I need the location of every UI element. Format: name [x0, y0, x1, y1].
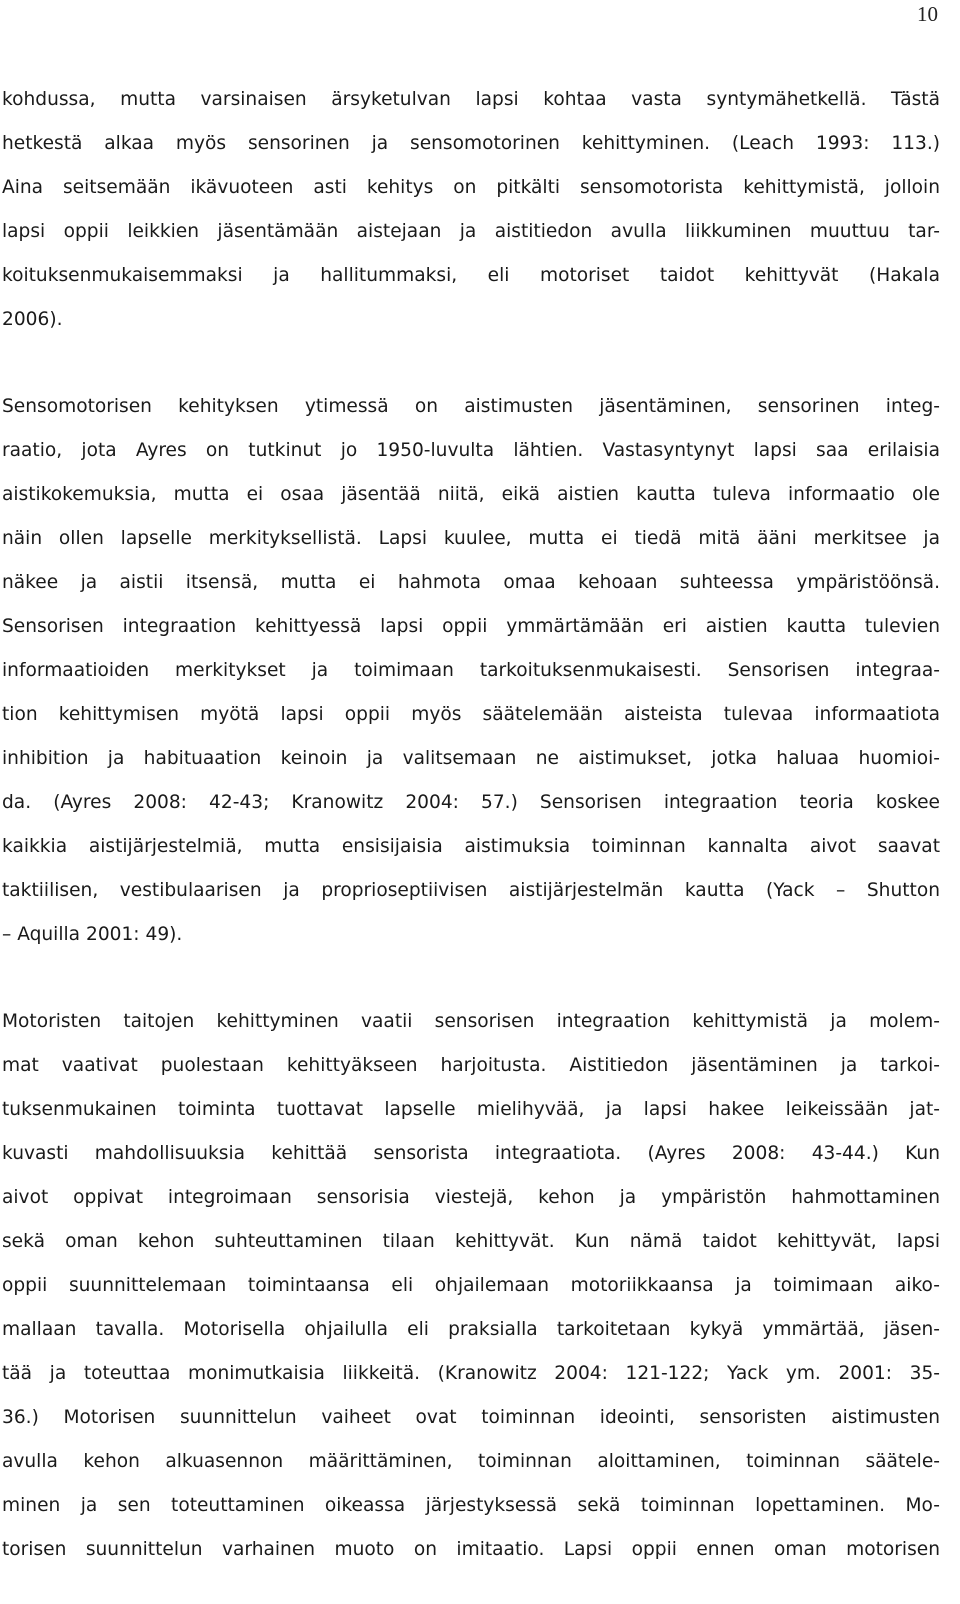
text-line: tion kehittymisen myötä lapsi oppii myös säätelemään aisteista tulevaa informaatiota	[2, 704, 940, 725]
text-line: informaatioiden merkitykset ja toimimaan tarkoituksenmukaisesti. Sensorisen integraa-	[2, 660, 940, 681]
text-line: kuvasti mahdollisuuksia kehittää sensorista integraatiota. (Ayres 2008: 43-44.) Kun	[2, 1143, 940, 1164]
text-line: sekä oman kehon suhteuttaminen tilaan kehittyvät. Kun nämä taidot kehittyvät, lapsi	[2, 1231, 940, 1252]
text-line: oppii suunnittelemaan toimintaansa eli ohjailemaan motoriikkaansa ja toimimaan aiko-	[2, 1275, 940, 1296]
document-body	[2, 78, 940, 1572]
text-line: Aina seitsemään ikävuoteen asti kehitys on pitkälti sensomotorista kehittymistä, jolloin	[2, 177, 940, 198]
text-line: da. (Ayres 2008: 42-43; Kranowitz 2004: 57.) Sensorisen integraation teoria koskee	[2, 792, 940, 813]
paragraph-1	[2, 78, 940, 342]
page-number: 10	[917, 2, 938, 26]
text-line: kaikkia aistijärjestelmiä, mutta ensisijaisia aistimuksia toiminnan kannalta aivot saavat	[2, 836, 940, 857]
paragraph-3	[2, 1000, 940, 1572]
text-line: hetkestä alkaa myös sensorinen ja sensomotorinen kehittyminen. (Leach 1993: 113.)	[2, 133, 940, 154]
text-line: kohdussa, mutta varsinaisen ärsyketulvan lapsi kohtaa vasta syntymähetkellä. Tästä	[2, 89, 940, 110]
text-line: aistikokemuksia, mutta ei osaa jäsentää niitä, eikä aistien kautta tuleva informaatio ole	[2, 484, 940, 505]
paragraph-spacer	[2, 342, 940, 385]
text-line: näkee ja aistii itsensä, mutta ei hahmota omaa kehoaan suhteessa ympäristöönsä.	[2, 572, 940, 593]
text-line: mallaan tavalla. Motorisella ohjailulla eli praksialla tarkoitetaan kykyä ymmärtää, jäsen-	[2, 1319, 940, 1340]
text-line: torisen suunnittelun varhainen muoto on imitaatio. Lapsi oppii ennen oman motorisen	[2, 1539, 940, 1560]
text-line: Sensomotorisen kehityksen ytimessä on aistimusten jäsentäminen, sensorinen integ-	[2, 396, 940, 417]
text-line: koituksenmukaisemmaksi ja hallitummaksi, eli motoriset taidot kehittyvät (Hakala	[2, 265, 940, 286]
text-line: aivot oppivat integroimaan sensorisia viestejä, kehon ja ympäristön hahmottaminen	[2, 1187, 940, 1208]
text-line: Motoristen taitojen kehittyminen vaatii sensorisen integraation kehittymistä ja molem-	[2, 1011, 940, 1032]
text-line: inhibition ja habituaation keinoin ja valitsemaan ne aistimukset, jotka haluaa huomioi-	[2, 748, 940, 769]
text-line: – Aquilla 2001: 49).	[2, 924, 183, 945]
paragraph-spacer	[2, 957, 940, 1000]
text-line: 2006).	[2, 309, 63, 330]
text-line: tää ja toteuttaa monimutkaisia liikkeitä. (Kranowitz 2004: 121-122; Yack ym. 2001: 35-	[2, 1363, 940, 1384]
text-line: lapsi oppii leikkien jäsentämään aistejaan ja aistitiedon avulla liikkuminen muuttuu tar-	[2, 221, 940, 242]
text-line: mat vaativat puolestaan kehittyäkseen harjoitusta. Aistitiedon jäsentäminen ja tarkoi-	[2, 1055, 940, 1076]
text-line: raatio, jota Ayres on tutkinut jo 1950-luvulta lähtien. Vastasyntynyt lapsi saa erilaisia	[2, 440, 940, 461]
text-line: 36.) Motorisen suunnittelun vaiheet ovat toiminnan ideointi, sensoristen aistimusten	[2, 1407, 940, 1428]
text-line: Sensorisen integraation kehittyessä lapsi oppii ymmärtämään eri aistien kautta tulevien	[2, 616, 940, 637]
text-line: minen ja sen toteuttaminen oikeassa järjestyksessä sekä toiminnan lopettaminen. Mo-	[2, 1495, 940, 1516]
paragraph-2	[2, 385, 940, 957]
text-line: avulla kehon alkuasennon määrittäminen, toiminnan aloittaminen, toiminnan säätele-	[2, 1451, 940, 1472]
text-line: näin ollen lapselle merkityksellistä. Lapsi kuulee, mutta ei tiedä mitä ääni merkitsee ja	[2, 528, 940, 549]
text-line: tuksenmukainen toiminta tuottavat lapselle mielihyvää, ja lapsi hakee leikeissään jat-	[2, 1099, 940, 1120]
text-line: taktiilisen, vestibulaarisen ja proprioseptiivisen aistijärjestelmän kautta (Yack – Shutton	[2, 880, 940, 901]
